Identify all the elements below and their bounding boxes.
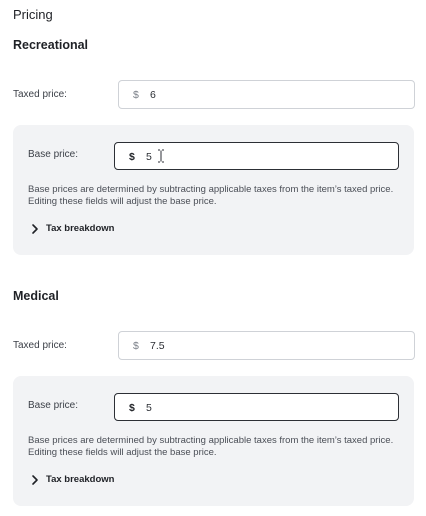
page-title: Pricing: [13, 7, 53, 22]
base-price-value: 5: [146, 151, 152, 163]
recreational-taxed-price-input[interactable]: [118, 80, 415, 109]
medical-taxed-price-input[interactable]: [118, 331, 415, 360]
chevron-right-icon: [29, 223, 41, 235]
currency-symbol: $: [129, 402, 135, 414]
taxed-price-label: Taxed price:: [13, 340, 67, 351]
base-price-label: Base price:: [28, 400, 79, 411]
section-heading-recreational: Recreational: [13, 38, 89, 52]
chevron-right-icon: [29, 474, 41, 486]
tax-breakdown-toggle[interactable]: [29, 473, 114, 487]
currency-symbol: $: [133, 89, 139, 101]
tax-breakdown-label: Tax breakdown: [46, 223, 115, 234]
medical-base-price-panel: [13, 376, 414, 506]
taxed-price-value: 6: [150, 89, 156, 101]
base-price-value: 5: [146, 402, 152, 414]
tax-breakdown-label: Tax breakdown: [46, 474, 115, 485]
taxed-price-value: 7.5: [150, 340, 165, 352]
medical-base-price-input[interactable]: [114, 393, 399, 421]
currency-symbol: $: [133, 340, 139, 352]
base-price-help-text: Base prices are determined by subtracting applicable taxes from the item’s taxed price. Editing these fields will adjust the base price.: [28, 435, 394, 458]
section-heading-medical: Medical: [13, 289, 59, 303]
taxed-price-label: Taxed price:: [13, 89, 67, 100]
text-cursor-icon: [157, 149, 165, 163]
tax-breakdown-toggle[interactable]: [29, 222, 114, 236]
currency-symbol: $: [129, 151, 135, 163]
recreational-base-price-input[interactable]: [114, 142, 399, 170]
base-price-help-text: Base prices are determined by subtracting applicable taxes from the item’s taxed price. Editing these fields will adjust the base price.: [28, 184, 394, 207]
recreational-base-price-panel: [13, 125, 414, 255]
base-price-label: Base price:: [28, 149, 79, 160]
